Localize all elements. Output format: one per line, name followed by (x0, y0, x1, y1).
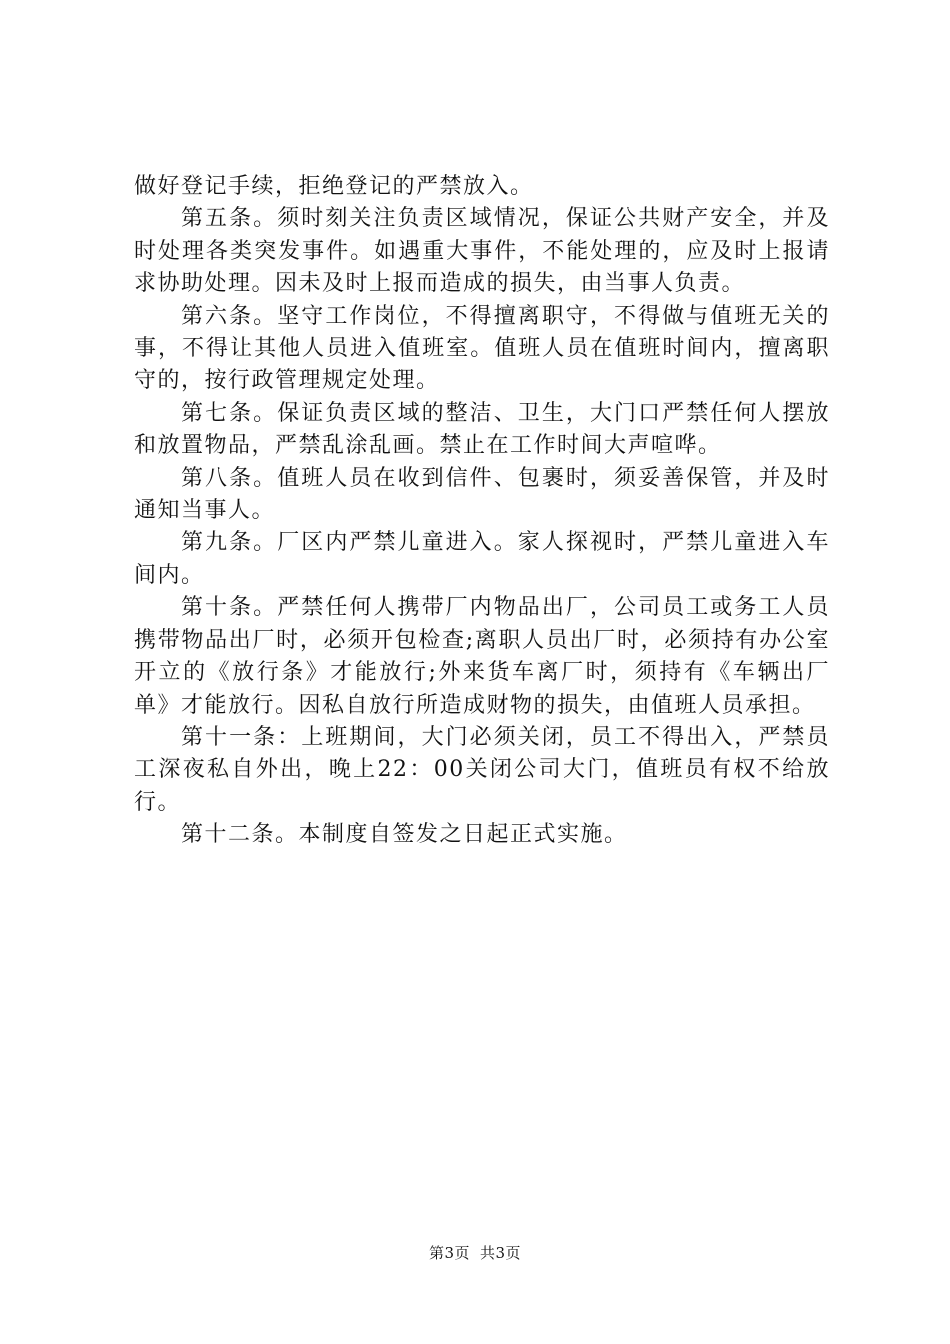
page-number-total: 共3页 (480, 1244, 522, 1262)
paragraph-article-9: 第九条。厂区内严禁儿童进入。家人探视时，严禁儿童进入车间内。 (134, 530, 830, 588)
document-body (134, 171, 830, 852)
paragraph-continuation: 做好登记手续，拒绝登记的严禁放入。 (134, 174, 534, 199)
paragraph-article-5: 第五条。须时刻关注负责区域情况，保证公共财产安全，并及时处理各类突发事件。如遇重大事件，不能处理的，应及时上报请求协助处理。因未及时上报而造成的损失，由当事人负责。 (134, 206, 830, 297)
paragraph-article-7: 第七条。保证负责区域的整洁、卫生，大门口严禁任何人摆放和放置物品，严禁乱涂乱画。禁止在工作时间大声喧哗。 (134, 400, 830, 459)
paragraph-article-11: 第十一条：上班期间，大门必须关闭，员工不得出入，严禁员工深夜私自外出，晚上22：00关闭公司大门，值班员有权不给放行。 (134, 724, 830, 815)
paragraph-article-12: 第十二条。本制度自签发之日起正式实施。 (181, 822, 628, 848)
page-footer (0, 1243, 950, 1263)
paragraph-article-6: 第六条。坚守工作岗位，不得擅离职守，不得做与值班无关的事，不得让其他人员进入值班室。值班人员在值班时间内，擅离职守的，按行政管理规定处理。 (134, 303, 830, 394)
paragraph-article-10: 第十条。严禁任何人携带厂内物品出厂，公司员工或务工人员携带物品出厂时，必须开包检查;离职人员出厂时，必须持有办公室开立的《放行条》才能放行;外来货车离厂时，须持有《车辆出厂单》才能放行。因私自放行所造成财物的损失，由值班人员承担。 (134, 595, 830, 718)
paragraph-article-8: 第八条。值班人员在收到信件、包裹时，须妥善保管，并及时通知当事人。 (134, 465, 830, 524)
page-number-current: 第3页 (428, 1244, 470, 1262)
